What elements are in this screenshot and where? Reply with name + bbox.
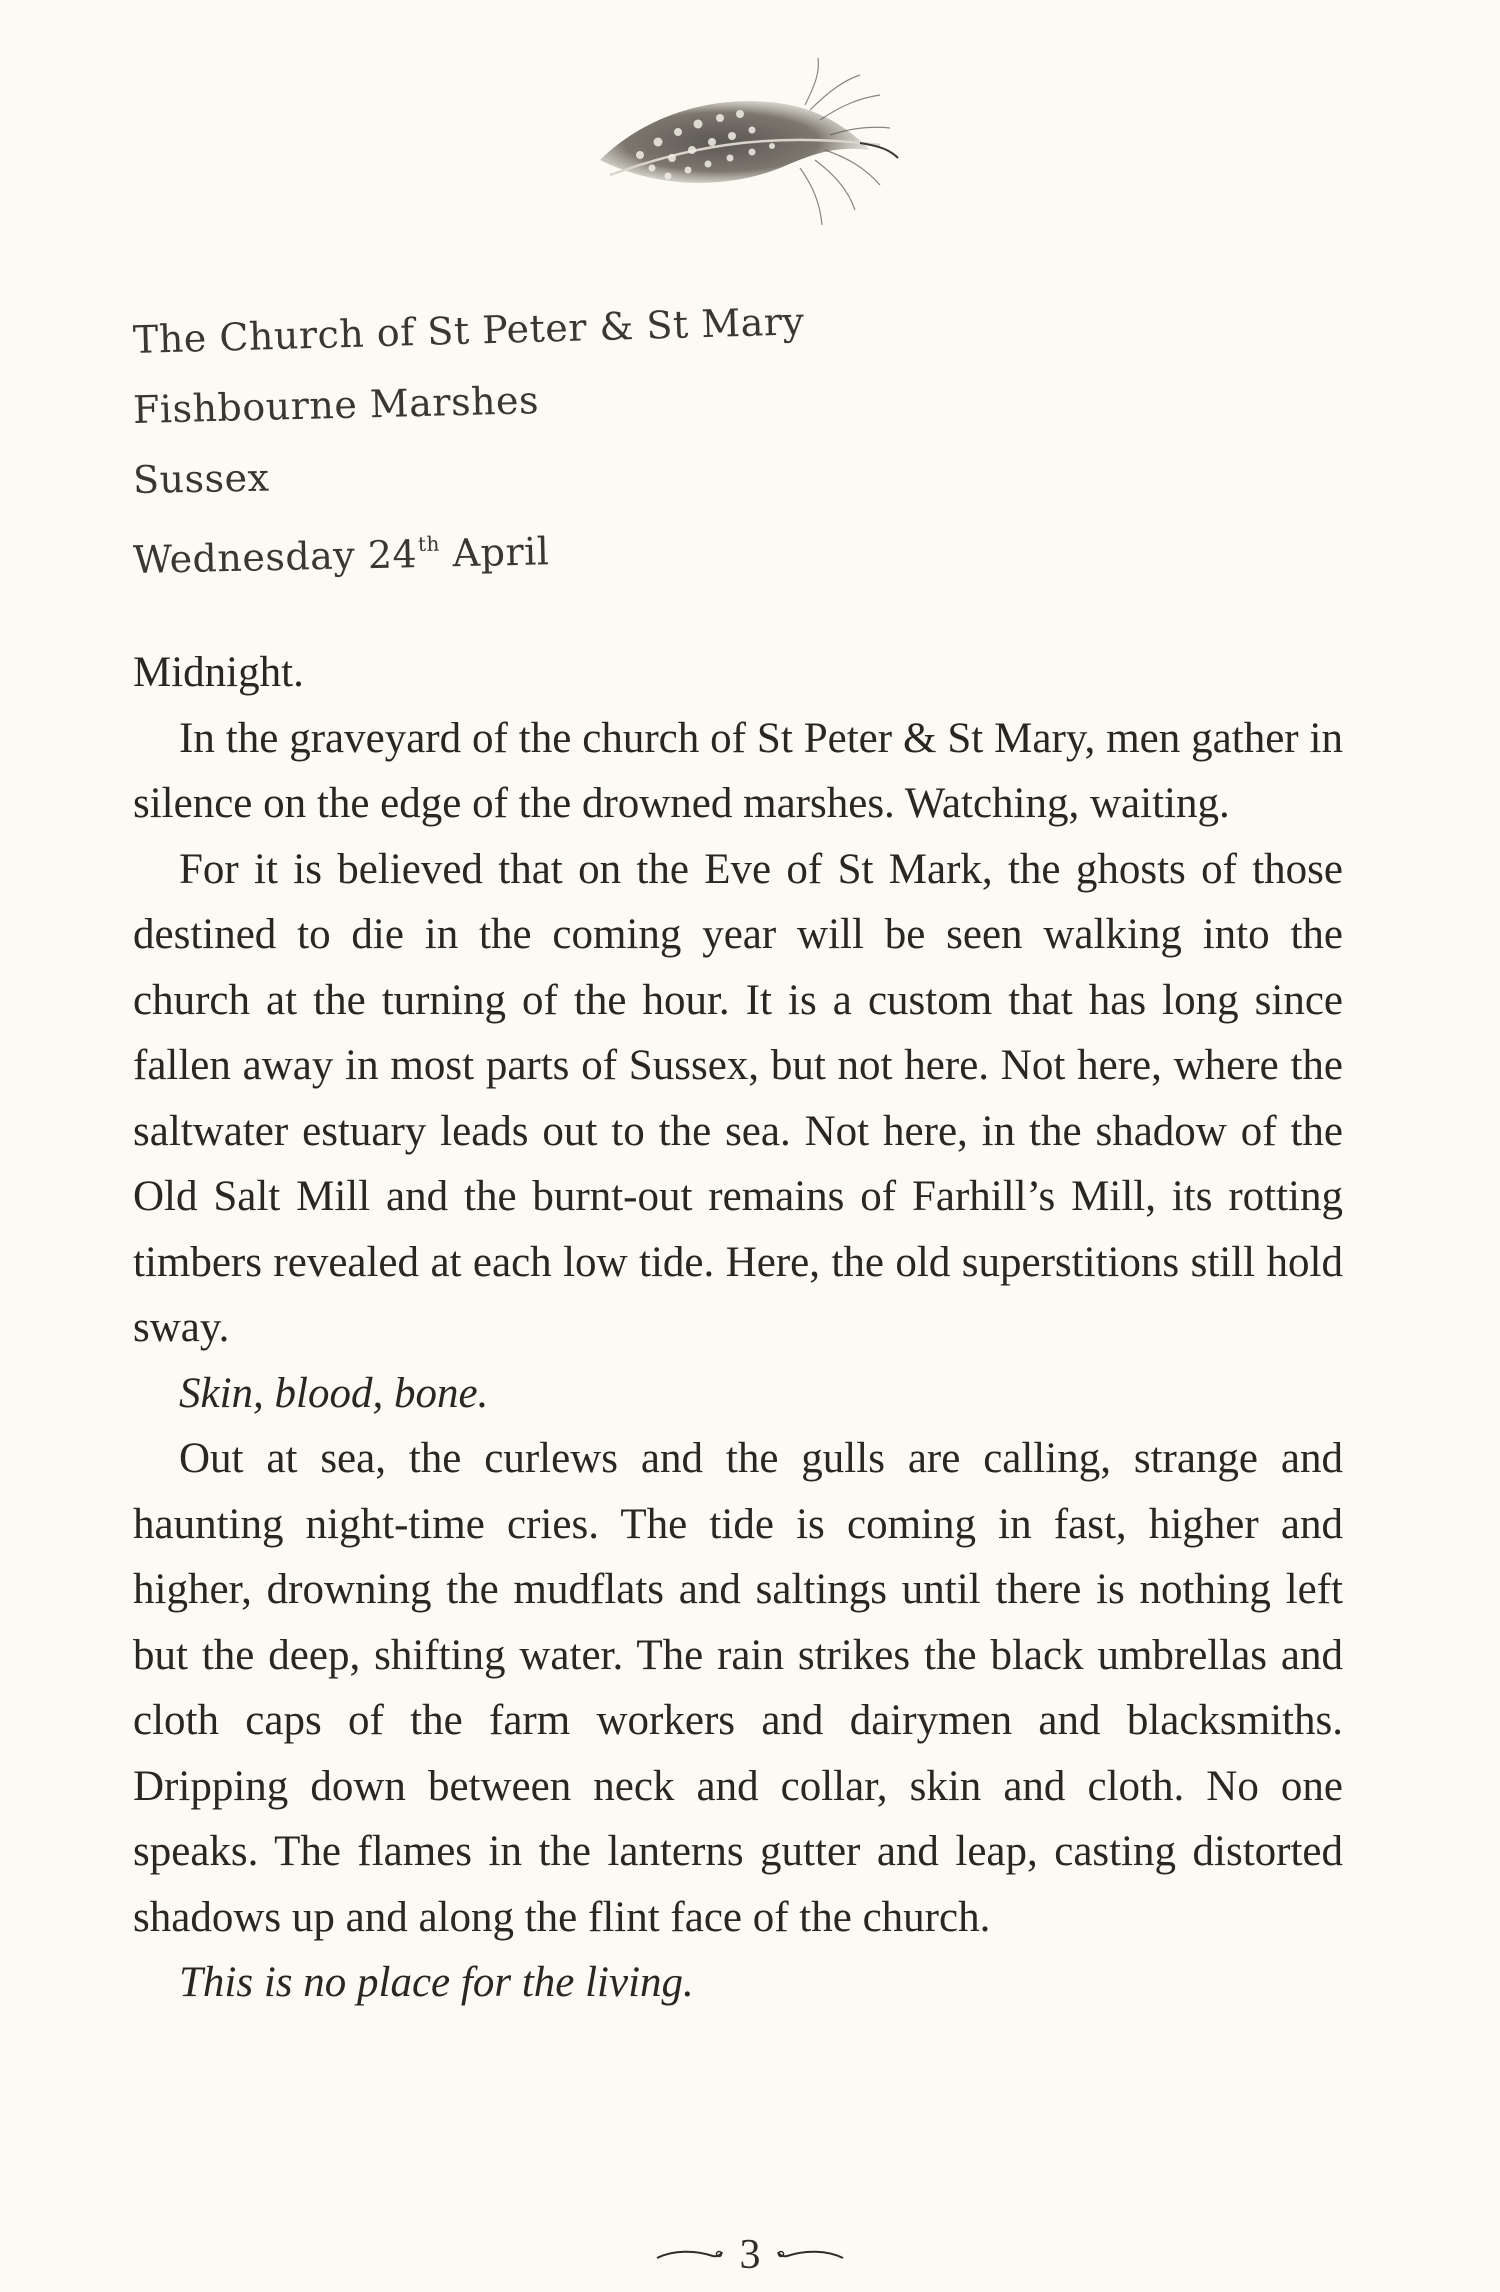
paragraph-1: Midnight. — [133, 649, 304, 696]
feather-icon — [580, 50, 900, 240]
paragraph-6: This is no place for the living. — [179, 1959, 694, 2006]
paragraph-2: In the graveyard of the church of St Peter & St Mary, men gather in silence on the edge of the drowned marshes. Watching, waiting. — [133, 714, 1343, 827]
swash-left-icon — [655, 2244, 725, 2266]
heading-church: The Church of St Peter & St Mary — [132, 299, 806, 362]
paragraph-4: Skin, blood, bone. — [179, 1369, 489, 1417]
letter-heading — [132, 299, 1033, 595]
page-number: 3 — [739, 2232, 761, 2279]
date-ordinal: th — [417, 531, 441, 557]
swash-right-icon — [775, 2244, 845, 2266]
paragraph-3: For it is believed that on the Eve of St Mark, the ghosts of those destined to die in the coming year will be seen walking into the church at the turning of the hour. It is a custom that has long since fallen away in most parts of Sussex, but not here. Not here, where the saltwater estuary leads out to the sea. Not here, in the shadow of the Old Salt Mill and the burnt-out remains of Farhill’s Mill, its rotting timbers revealed at each low tide. Here, the old superstitions still hold sway. — [133, 845, 1343, 1351]
date-month: April — [439, 529, 550, 576]
page-folio — [0, 2228, 1500, 2279]
date-prefix: Wednesday 24 — [132, 532, 418, 582]
body-text — [133, 640, 1343, 2016]
paragraph-5: Out at sea, the curlews and the gulls are calling, strange and haunting night-time cries. The tide is coming in fast, higher and higher, drowning the mudflats and saltings until there is nothing left but the deep, shifting water. The rain strikes the black umbrellas and cloth caps of the farm workers and dairymen and blacksmiths. Dripping down between neck and collar, skin and cloth. No one speaks. The flames in the lanterns gutter and leap, casting distorted shadows up and along the flint face of the church. — [133, 1435, 1343, 1941]
heading-place: Fishbourne Marshes — [132, 378, 540, 432]
heading-county: Sussex — [132, 455, 270, 502]
